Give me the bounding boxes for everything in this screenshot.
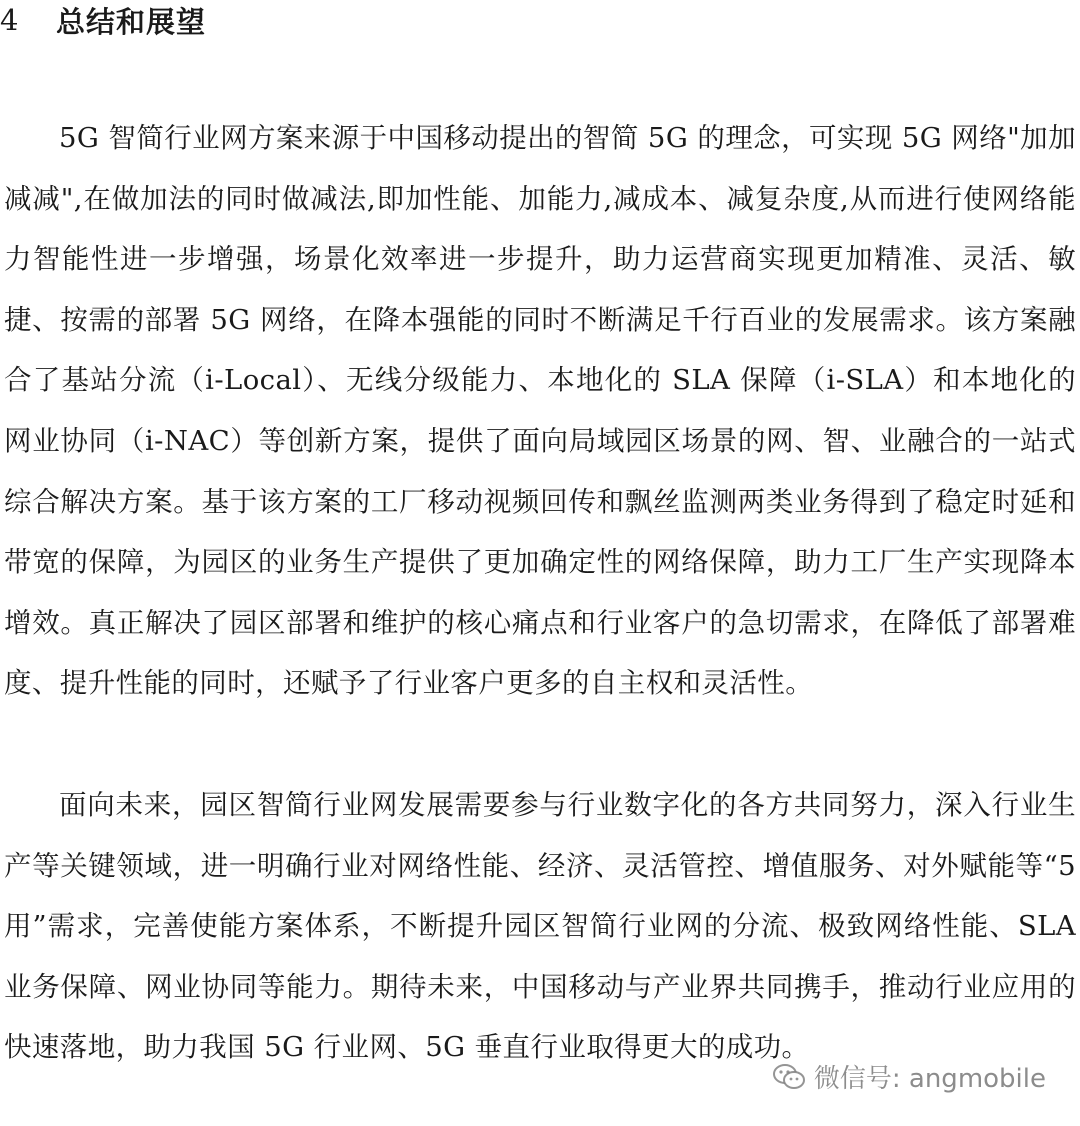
wechat-icon [772,1062,806,1092]
section-title: 总结和展望 [56,4,207,39]
watermark-text: 微信号: angmobile [813,1064,1046,1094]
paragraph-outlook: 面向未来，园区智简行业网发展需要参与行业数字化的各方共同努力，深入行业生产等关键领域，进一明确行业对网络性能、经济、灵活管控、增值服务、对外赋能等“5 用”需求，完善使能方案体系，不断提升园区智简行业网的分流、极致网络性能、SLA 业务保障、网业协同等能力。期待未来，中国移动与产业界共同携手，推动行业应用的快速落地，助力我国 5G 行业网、5G 垂直行业取得更大的成功。 [4,789,1076,1064]
section-heading [0,0,206,40]
watermark [772,1058,1046,1095]
section-number: 4 [0,3,20,37]
paragraph-summary: 5G 智简行业网方案来源于中国移动提出的智简 5G 的理念，可实现 5G 网络"加加减减",在做加法的同时做减法,即加性能、加能力,减成本、减复杂度,从而进行使网络能力智能性进一步增强，场景化效率进一步提升，助力运营商实现更加精准、灵活、敏捷、按需的部署 5G 网络，在降本强能的同时不断满足千行百业的发展需求。该方案融合了基站分流（i-Local）、无线分级能力、本地化的 SLA 保障（i-SLA）和本地化的网业协同（i-NAC）等创新方案，提供了面向局域园区场景的网、智、业融合的一站式综合解决方案。基于该方案的工厂移动视频回传和飘丝监测两类业务得到了稳定时延和带宽的保障，为园区的业务生产提供了更加确定性的网络保障，助力工厂生产实现降本增效。真正解决了园区部署和维护的核心痛点和行业客户的急切需求，在降低了部署难度、提升性能的同时，还赋予了行业客户更多的自主权和灵活性。 [4,122,1076,700]
